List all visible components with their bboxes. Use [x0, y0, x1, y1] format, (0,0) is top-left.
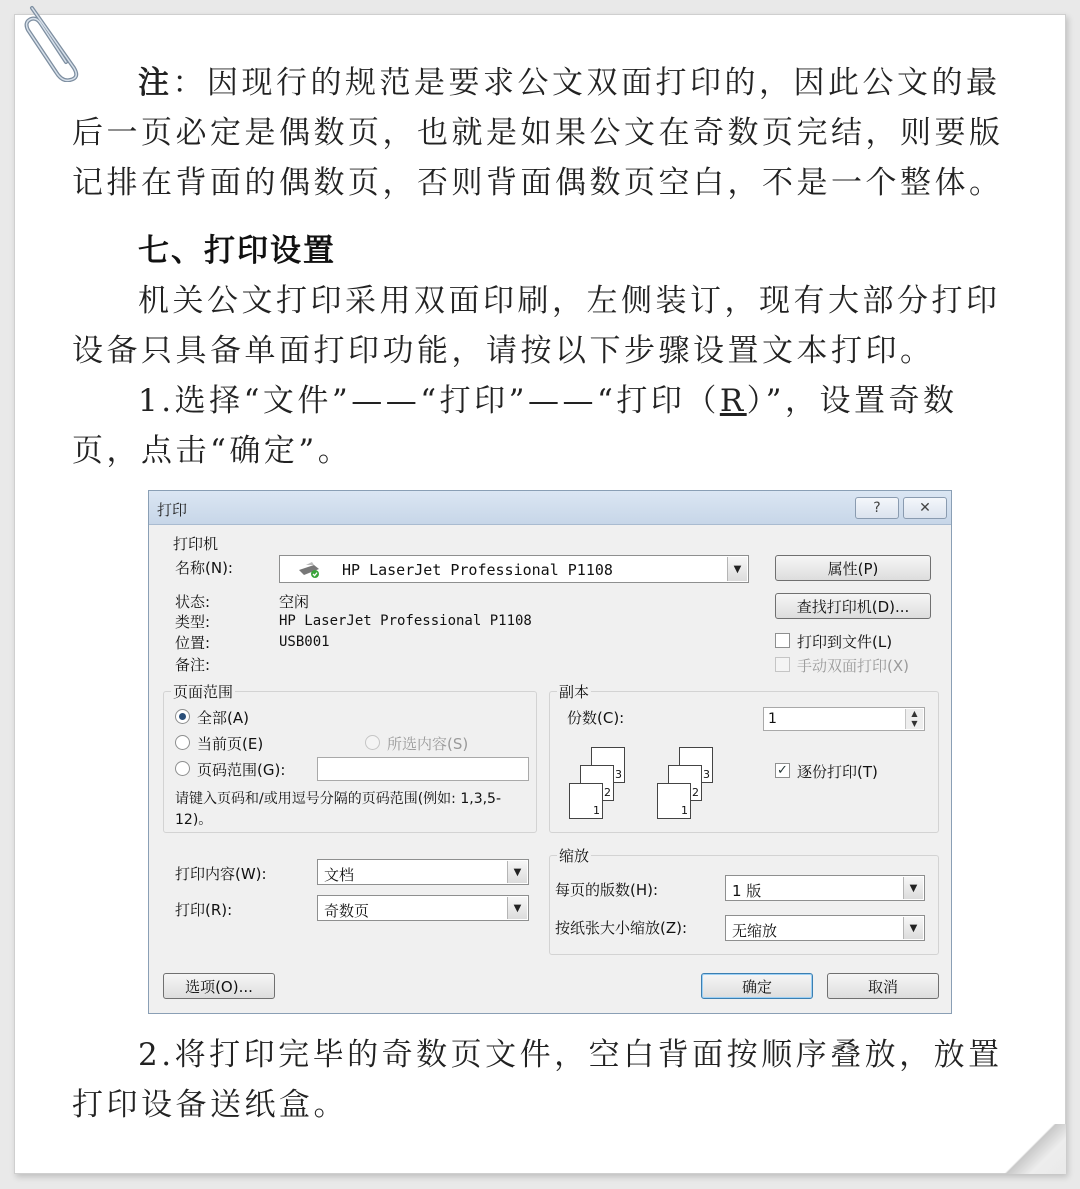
range-selection-radio[interactable]	[365, 735, 380, 750]
copies-value: 1	[768, 711, 777, 727]
range-pages-label: 页码范围(G):	[197, 761, 286, 779]
scale-value: 无缩放	[732, 922, 778, 940]
step1-after: ）”，设置奇数页，点击“确定”。	[72, 383, 958, 469]
chevron-down-icon: ▼	[903, 877, 923, 899]
page-range-input[interactable]	[317, 757, 529, 781]
page-curl	[996, 1124, 1066, 1174]
status-label: 状态:	[175, 593, 211, 611]
section-heading: 七、打印设置	[138, 233, 336, 269]
where-label: 位置:	[175, 634, 211, 652]
page-range-group-label: 页面范围	[173, 683, 234, 701]
chevron-down-icon: ▼	[903, 917, 923, 939]
range-current-radio[interactable]	[175, 735, 190, 750]
copies-input[interactable]	[763, 707, 925, 731]
print-select[interactable]	[317, 895, 529, 921]
print-to-file-checkbox[interactable]	[775, 633, 790, 648]
status-value: 空闲	[279, 593, 310, 611]
scale-label: 按纸张大小缩放(Z):	[555, 919, 688, 937]
where-value: USB001	[279, 634, 330, 650]
collate-stack-1: 3 2 1	[569, 747, 649, 819]
chevron-down-icon: ▼	[727, 557, 747, 581]
options-button[interactable]: 选项(O)...	[163, 973, 275, 999]
range-pages-radio[interactable]	[175, 761, 190, 776]
step1-underlined: R	[719, 383, 747, 419]
step-1-paragraph	[72, 376, 1007, 476]
print-what-select[interactable]	[317, 859, 529, 885]
dialog-title: 打印	[157, 501, 188, 519]
collate-label: 逐份打印(T)	[797, 763, 878, 781]
print-to-file-label: 打印到文件(L)	[797, 633, 893, 651]
cancel-button[interactable]: 取消	[827, 973, 939, 999]
pages-per-sheet-select[interactable]	[725, 875, 925, 901]
range-selection-label: 所选内容(S)	[387, 735, 469, 753]
range-hint: 请键入页码和/或用逗号分隔的页码范围(例如: 1,3,5-12)。	[175, 791, 502, 828]
printer-name-select[interactable]	[279, 555, 749, 583]
manual-duplex-checkbox[interactable]	[775, 657, 790, 672]
copies-label: 份数(C):	[567, 709, 625, 727]
note-text: ：因现行的规范是要求公文双面打印的，因此公文的最后一页必定是偶数页，也就是如果公文在奇数页完结，则要版记排在背面的偶数页，否则背面偶数页空白，不是一个整体。	[72, 65, 1004, 201]
collate-checkbox[interactable]: ✓	[775, 763, 790, 778]
printer-group-label: 打印机	[173, 535, 219, 553]
properties-button[interactable]: 属性(P)	[775, 555, 931, 581]
note-lead: 注	[138, 65, 173, 101]
zoom-group-label: 缩放	[559, 847, 590, 865]
dialog-titlebar	[149, 491, 951, 525]
name-label: 名称(N):	[175, 559, 233, 577]
step1-before: 1.选择“文件”——“打印”——“打印（	[138, 383, 720, 419]
print-what-label: 打印内容(W):	[175, 865, 267, 883]
printer-icon	[296, 561, 322, 579]
range-all-radio[interactable]	[175, 709, 190, 724]
note-paragraph	[72, 58, 1007, 208]
type-label: 类型:	[175, 613, 211, 631]
printer-name-value: HP LaserJet Professional P1108	[342, 561, 613, 579]
step-2-paragraph: 2.将打印完毕的奇数页文件，空白背面按顺序叠放，放置打印设备送纸盒。	[72, 1037, 1003, 1123]
ok-button[interactable]: 确定	[701, 973, 813, 999]
close-button[interactable]: ✕	[903, 497, 947, 519]
comment-label: 备注:	[175, 656, 211, 674]
pages-per-sheet-label: 每页的版数(H):	[555, 881, 659, 899]
copies-group-label: 副本	[559, 683, 590, 701]
range-current-label: 当前页(E)	[197, 735, 264, 753]
help-button[interactable]: ?	[855, 497, 899, 519]
print-value: 奇数页	[324, 902, 370, 920]
print-label: 打印(R):	[175, 901, 233, 919]
manual-duplex-label: 手动双面打印(X)	[797, 657, 909, 675]
find-printer-button[interactable]: 查找打印机(D)...	[775, 593, 931, 619]
chevron-down-icon: ▼	[507, 861, 527, 883]
print-what-value: 文档	[324, 866, 355, 884]
print-dialog	[148, 490, 952, 1014]
paragraph-1: 机关公文打印采用双面印刷，左侧装订，现有大部分打印设备只具备单面打印功能，请按以下步骤设置文本打印。	[72, 283, 1001, 369]
copies-spinner[interactable]: ▲ ▼	[905, 709, 923, 729]
pages-per-sheet-value: 1 版	[732, 882, 762, 900]
scale-select[interactable]	[725, 915, 925, 941]
collate-stack-2: 3 2 1	[657, 747, 737, 819]
type-value: HP LaserJet Professional P1108	[279, 613, 532, 629]
range-all-label: 全部(A)	[197, 709, 249, 727]
chevron-down-icon: ▼	[507, 897, 527, 919]
